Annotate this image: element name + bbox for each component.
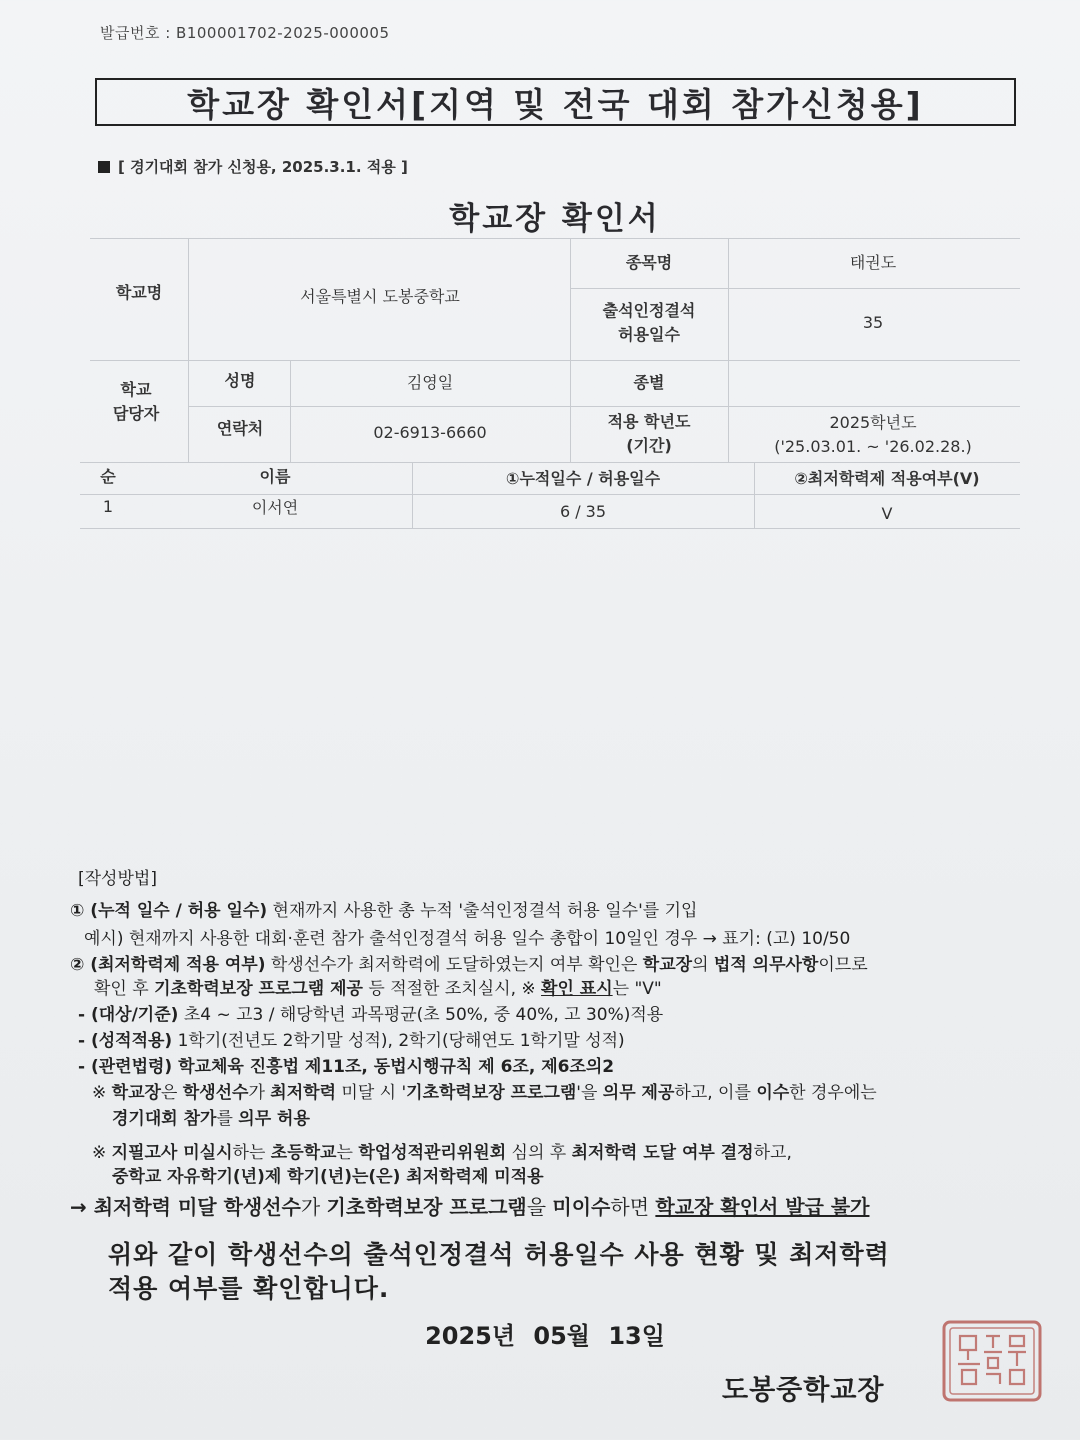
method-term: 최저학력 도달 여부 결정	[571, 1143, 754, 1163]
method-text: 초4 ~ 고3 / 해당학년 과목평균(초 50%, 중 40%, 고 30%)적용	[178, 1005, 664, 1025]
sport-label: 종목명	[625, 253, 673, 272]
method-text: 하고,	[753, 1143, 792, 1163]
table-rule	[80, 528, 1020, 529]
table-rule	[188, 406, 570, 407]
method-line-9	[112, 1106, 310, 1132]
col-header-no: 순	[100, 467, 116, 486]
name-value: 김영일	[406, 373, 454, 392]
table-rule	[570, 406, 1020, 407]
method-term: 확인 표시	[541, 979, 613, 999]
method-text: 하면	[610, 1195, 656, 1219]
method-term: 기초학력보장 프로그램	[406, 1083, 577, 1103]
method-text: 가	[248, 1083, 271, 1103]
manager-label	[90, 376, 182, 428]
method-text: 한 경우에는	[789, 1083, 877, 1103]
method-term: 중학교 자유학기(년)제 학기(년)는(은) 최저학력제 미적용	[112, 1167, 544, 1187]
method-text: 의	[692, 955, 714, 975]
method-line-3	[70, 952, 868, 978]
confirmation-line-1: 위와 같이 학생선수의 출석인정결석 허용일수 사용 현황 및 최저학력	[108, 1240, 890, 1269]
method-text: 미달 시 '	[336, 1083, 407, 1103]
contact-label: 연락처	[216, 419, 264, 438]
school-label: 학교명	[115, 283, 163, 302]
school-value: 서울특별시 도봉중학교	[300, 287, 460, 306]
method-term: ① (누적 일수 / 허용 일수)	[70, 901, 268, 921]
absence-value: 35	[862, 313, 884, 332]
method-text: 1학기(전년도 2학기말 성적), 2학기(당해연도 1학기말 성적)	[172, 1031, 625, 1051]
main-title-box	[95, 78, 1016, 126]
method-text: 등 적절한 조치실시, ※	[362, 979, 542, 999]
year-value-line2: ('25.03.01. ~ '26.02.28.)	[774, 437, 972, 456]
signer-name: 도봉중학교장	[722, 1375, 885, 1406]
method-text: 는	[336, 1143, 359, 1163]
class-label: 종별	[633, 373, 665, 392]
seal-border	[944, 1322, 1040, 1400]
year-value	[728, 410, 1018, 460]
table-rule	[570, 288, 1020, 289]
col-header-name: 이름	[259, 467, 291, 486]
confirmation-line-2: 적용 여부를 확인합니다.	[108, 1274, 390, 1303]
method-line-1	[70, 898, 697, 924]
method-term: ② (최저학력제 적용 여부)	[70, 955, 266, 975]
official-seal-icon	[940, 1318, 1044, 1404]
method-text: ※	[92, 1143, 112, 1163]
method-text: 하고, 이를	[674, 1083, 757, 1103]
method-term: 학생선수	[182, 1083, 249, 1103]
method-term: 학교장	[111, 1083, 161, 1103]
col-header-min-academic: ②최저학력제 적용여부(V)	[794, 469, 980, 488]
method-text: 이므로	[818, 955, 868, 975]
method-text: 학생선수	[265, 955, 337, 975]
subnote	[98, 156, 408, 177]
method-term: - (대상/기준)	[78, 1005, 179, 1025]
method-term: 학업성적관리위원회	[358, 1143, 507, 1163]
manager-label-line2: 담당자	[112, 404, 160, 423]
issue-number: 발급번호 : B100001702-2025-000005	[100, 24, 390, 42]
method-term: 지필고사 미실시	[111, 1143, 233, 1163]
class-value	[728, 368, 1018, 398]
contact-value: 02-6913-6660	[373, 423, 487, 442]
absence-label-line2: 허용일수	[618, 325, 680, 344]
method-term: - (성적적용)	[78, 1031, 173, 1051]
row-applied: V	[881, 504, 893, 523]
method-term: 이수	[756, 1083, 790, 1103]
document-title: 학교장 확인서	[449, 201, 661, 237]
method-line-10	[92, 1140, 792, 1166]
method-text: 심의 후	[506, 1143, 572, 1163]
year-label	[570, 410, 728, 458]
method-line-2: 예시) 현재까지 사용한 대회·훈련 참가 출석인정결석 허용 일수 총합이 10일인 경우 → 표기: (고) 10/50	[84, 929, 851, 949]
method-heading: [작성방법]	[78, 869, 157, 889]
year-label-line1: 적용 학년도	[607, 412, 691, 431]
method-text: 하는	[232, 1143, 271, 1163]
square-bullet-icon	[98, 161, 110, 173]
method-text: 를	[216, 1109, 239, 1129]
method-line-12	[70, 1194, 869, 1220]
method-term: - (관련법령) 학교체육 진흥법 제11조, 동법시행규칙 제 6조, 제6조의2	[78, 1057, 615, 1077]
method-term: 경기대회 참가	[112, 1109, 217, 1129]
method-text: 현재까지 사용한 총 누적 '출석인정결석 허용 일수'를 기입	[267, 901, 698, 921]
method-text: 가 최저학력에 도달하였는지 여부 확인은	[336, 955, 643, 975]
method-term: 초등학교	[270, 1143, 337, 1163]
year-label-line2: (기간)	[626, 436, 672, 455]
sport-value: 태권도	[849, 253, 897, 272]
method-term: → 최저학력 미달 학생선수	[70, 1195, 301, 1219]
method-text: 을	[526, 1195, 553, 1219]
col-header-days: ①누적일수 / 허용일수	[505, 469, 661, 488]
method-line-8	[92, 1080, 877, 1106]
issue-date: 2025년 05월 13일	[425, 1322, 665, 1350]
year-value-line1: 2025학년도	[829, 413, 917, 432]
method-text: 는 "V"	[612, 979, 662, 999]
method-term: 최저학력	[270, 1083, 336, 1103]
table-rule	[90, 238, 1020, 239]
method-term: 의무 허용	[238, 1109, 310, 1129]
method-term: 학교장	[642, 955, 693, 975]
row-name: 이서연	[251, 498, 299, 517]
manager-label-line1: 학교	[120, 380, 152, 399]
row-no: 1	[102, 497, 114, 516]
method-text: 확인 후	[94, 979, 155, 999]
row-days: 6 / 35	[559, 502, 607, 521]
method-term: 법적 의무사항	[713, 955, 819, 975]
method-line-7	[78, 1054, 614, 1080]
method-line-4	[94, 976, 662, 1002]
absence-label-line1: 출석인정결석	[602, 301, 696, 320]
method-line-6	[78, 1028, 625, 1054]
method-text: 은	[160, 1083, 183, 1103]
absence-label	[570, 298, 728, 348]
method-term: 기초학력보장 프로그램 제공	[154, 979, 363, 999]
method-term: 의무 제공	[602, 1083, 675, 1103]
subnote-text: [ 경기대회 참가 신청용, 2025.3.1. 적용 ]	[118, 158, 408, 176]
main-title: 학교장 확인서[지역 및 전국 대회 참가신청용]	[187, 84, 924, 124]
method-line-5	[78, 1002, 663, 1028]
name-label: 성명	[224, 371, 256, 390]
method-line-11	[112, 1164, 544, 1190]
method-text: 가	[300, 1195, 327, 1219]
method-text: '을	[576, 1083, 603, 1103]
method-text: ※	[92, 1083, 112, 1103]
table-rule	[188, 238, 189, 462]
method-term: 미이수	[552, 1195, 611, 1219]
table-rule	[90, 360, 1020, 361]
method-term: 기초학력보장 프로그램	[326, 1195, 527, 1219]
confirmation-statement	[108, 1238, 890, 1306]
seal-glyphs	[958, 1336, 1026, 1384]
method-term: 학교장 확인서 발급 불가	[655, 1195, 870, 1219]
